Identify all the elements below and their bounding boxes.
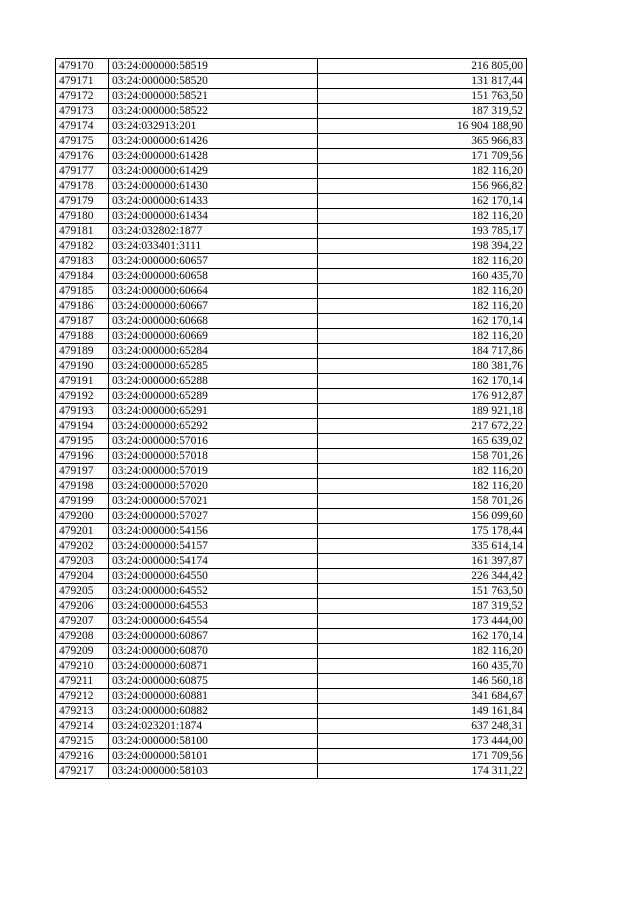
cadastral-number-cell: 03:24:000000:58100 <box>109 734 318 749</box>
table-row <box>56 404 527 419</box>
table-row <box>56 554 527 569</box>
row-number-cell: 479195 <box>56 434 109 449</box>
cadastral-number-cell: 03:24:000000:60667 <box>109 299 318 314</box>
cadastral-value-cell: 151 763,50 <box>318 584 527 599</box>
cadastral-value-cell: 180 381,76 <box>318 359 527 374</box>
table-row <box>56 134 527 149</box>
cadastral-value-cell: 365 966,83 <box>318 134 527 149</box>
table-row <box>56 524 527 539</box>
cadastral-number-cell: 03:24:000000:60867 <box>109 629 318 644</box>
table-row <box>56 209 527 224</box>
row-number-cell: 479173 <box>56 104 109 119</box>
cadastral-value-cell: 182 116,20 <box>318 464 527 479</box>
row-number-cell: 479189 <box>56 344 109 359</box>
table-row <box>56 74 527 89</box>
table-row <box>56 314 527 329</box>
table-row <box>56 614 527 629</box>
cadastral-value-cell: 226 344,42 <box>318 569 527 584</box>
cadastral-number-cell: 03:24:000000:60875 <box>109 674 318 689</box>
table-row <box>56 704 527 719</box>
table-row <box>56 644 527 659</box>
table-row <box>56 599 527 614</box>
table-row <box>56 179 527 194</box>
row-number-cell: 479190 <box>56 359 109 374</box>
cadastral-value-cell: 187 319,52 <box>318 104 527 119</box>
cadastral-number-cell: 03:24:000000:58103 <box>109 764 318 779</box>
row-number-cell: 479206 <box>56 599 109 614</box>
table-row <box>56 284 527 299</box>
cadastral-number-cell: 03:24:000000:54156 <box>109 524 318 539</box>
row-number-cell: 479175 <box>56 134 109 149</box>
table-row <box>56 269 527 284</box>
row-number-cell: 479212 <box>56 689 109 704</box>
cadastral-value-cell: 198 394,22 <box>318 239 527 254</box>
row-number-cell: 479202 <box>56 539 109 554</box>
row-number-cell: 479178 <box>56 179 109 194</box>
table-row <box>56 719 527 734</box>
table-row <box>56 374 527 389</box>
cadastral-number-cell: 03:24:000000:54174 <box>109 554 318 569</box>
row-number-cell: 479170 <box>56 59 109 74</box>
cadastral-value-cell: 160 435,70 <box>318 659 527 674</box>
cadastral-value-cell: 335 614,14 <box>318 539 527 554</box>
cadastral-number-cell: 03:24:000000:65288 <box>109 374 318 389</box>
row-number-cell: 479188 <box>56 329 109 344</box>
row-number-cell: 479197 <box>56 464 109 479</box>
cadastral-value-cell: 165 639,02 <box>318 434 527 449</box>
cadastral-value-cell: 162 170,14 <box>318 314 527 329</box>
row-number-cell: 479217 <box>56 764 109 779</box>
cadastral-number-cell: 03:24:000000:65285 <box>109 359 318 374</box>
table-row <box>56 494 527 509</box>
cadastral-number-cell: 03:24:000000:60658 <box>109 269 318 284</box>
row-number-cell: 479205 <box>56 584 109 599</box>
row-number-cell: 479198 <box>56 479 109 494</box>
cadastral-value-cell: 193 785,17 <box>318 224 527 239</box>
cadastral-value-cell: 174 311,22 <box>318 764 527 779</box>
row-number-cell: 479187 <box>56 314 109 329</box>
cadastral-number-cell: 03:24:000000:61434 <box>109 209 318 224</box>
table-body <box>56 59 527 779</box>
row-number-cell: 479177 <box>56 164 109 179</box>
table-row <box>56 344 527 359</box>
row-number-cell: 479191 <box>56 374 109 389</box>
row-number-cell: 479182 <box>56 239 109 254</box>
row-number-cell: 479180 <box>56 209 109 224</box>
table-row <box>56 734 527 749</box>
cadastral-value-cell: 162 170,14 <box>318 374 527 389</box>
table-row <box>56 59 527 74</box>
cadastral-number-cell: 03:24:000000:58101 <box>109 749 318 764</box>
cadastral-value-cell: 187 319,52 <box>318 599 527 614</box>
row-number-cell: 479200 <box>56 509 109 524</box>
cadastral-number-cell: 03:24:000000:61430 <box>109 179 318 194</box>
table-row <box>56 479 527 494</box>
table-row <box>56 749 527 764</box>
table-row <box>56 89 527 104</box>
cadastral-value-cell: 182 116,20 <box>318 329 527 344</box>
cadastral-number-cell: 03:24:000000:61433 <box>109 194 318 209</box>
cadastral-value-cell: 162 170,14 <box>318 194 527 209</box>
cadastral-value-table <box>55 58 527 779</box>
cadastral-value-cell: 156 099,60 <box>318 509 527 524</box>
cadastral-number-cell: 03:24:000000:64553 <box>109 599 318 614</box>
cadastral-number-cell: 03:24:000000:54157 <box>109 539 318 554</box>
cadastral-value-cell: 182 116,20 <box>318 164 527 179</box>
row-number-cell: 479199 <box>56 494 109 509</box>
cadastral-value-cell: 151 763,50 <box>318 89 527 104</box>
table-row <box>56 104 527 119</box>
document-page <box>55 58 526 779</box>
table-row <box>56 509 527 524</box>
row-number-cell: 479183 <box>56 254 109 269</box>
table-row <box>56 539 527 554</box>
cadastral-value-cell: 184 717,86 <box>318 344 527 359</box>
cadastral-number-cell: 03:24:000000:60664 <box>109 284 318 299</box>
row-number-cell: 479215 <box>56 734 109 749</box>
table-row <box>56 359 527 374</box>
row-number-cell: 479210 <box>56 659 109 674</box>
cadastral-value-cell: 217 672,22 <box>318 419 527 434</box>
cadastral-number-cell: 03:24:000000:58519 <box>109 59 318 74</box>
cadastral-number-cell: 03:24:023201:1874 <box>109 719 318 734</box>
cadastral-number-cell: 03:24:000000:65292 <box>109 419 318 434</box>
table-row <box>56 119 527 134</box>
table-row <box>56 149 527 164</box>
table-row <box>56 449 527 464</box>
cadastral-number-cell: 03:24:000000:60870 <box>109 644 318 659</box>
table-row <box>56 689 527 704</box>
cadastral-number-cell: 03:24:032802:1877 <box>109 224 318 239</box>
cadastral-value-cell: 182 116,20 <box>318 644 527 659</box>
cadastral-value-cell: 182 116,20 <box>318 254 527 269</box>
cadastral-value-cell: 175 178,44 <box>318 524 527 539</box>
cadastral-number-cell: 03:24:000000:57016 <box>109 434 318 449</box>
row-number-cell: 479207 <box>56 614 109 629</box>
cadastral-value-cell: 158 701,26 <box>318 449 527 464</box>
cadastral-number-cell: 03:24:000000:65284 <box>109 344 318 359</box>
cadastral-value-cell: 156 966,82 <box>318 179 527 194</box>
cadastral-number-cell: 03:24:000000:60668 <box>109 314 318 329</box>
cadastral-number-cell: 03:24:000000:57018 <box>109 449 318 464</box>
row-number-cell: 479203 <box>56 554 109 569</box>
cadastral-number-cell: 03:24:000000:64552 <box>109 584 318 599</box>
row-number-cell: 479214 <box>56 719 109 734</box>
row-number-cell: 479181 <box>56 224 109 239</box>
row-number-cell: 479172 <box>56 89 109 104</box>
cadastral-value-cell: 182 116,20 <box>318 299 527 314</box>
row-number-cell: 479201 <box>56 524 109 539</box>
table-row <box>56 434 527 449</box>
cadastral-number-cell: 03:24:000000:60657 <box>109 254 318 269</box>
row-number-cell: 479208 <box>56 629 109 644</box>
row-number-cell: 479174 <box>56 119 109 134</box>
table-row <box>56 224 527 239</box>
row-number-cell: 479186 <box>56 299 109 314</box>
cadastral-number-cell: 03:24:000000:61426 <box>109 134 318 149</box>
cadastral-number-cell: 03:24:000000:57027 <box>109 509 318 524</box>
table-row <box>56 569 527 584</box>
cadastral-number-cell: 03:24:000000:64554 <box>109 614 318 629</box>
row-number-cell: 479176 <box>56 149 109 164</box>
cadastral-number-cell: 03:24:000000:60881 <box>109 689 318 704</box>
cadastral-number-cell: 03:24:033401:3111 <box>109 239 318 254</box>
cadastral-value-cell: 162 170,14 <box>318 629 527 644</box>
cadastral-number-cell: 03:24:000000:64550 <box>109 569 318 584</box>
cadastral-value-cell: 182 116,20 <box>318 479 527 494</box>
row-number-cell: 479196 <box>56 449 109 464</box>
table-row <box>56 164 527 179</box>
table-row <box>56 629 527 644</box>
cadastral-number-cell: 03:24:000000:57020 <box>109 479 318 494</box>
cadastral-value-cell: 131 817,44 <box>318 74 527 89</box>
row-number-cell: 479192 <box>56 389 109 404</box>
cadastral-number-cell: 03:24:000000:57019 <box>109 464 318 479</box>
row-number-cell: 479171 <box>56 74 109 89</box>
table-row <box>56 389 527 404</box>
cadastral-value-cell: 176 912,87 <box>318 389 527 404</box>
cadastral-number-cell: 03:24:000000:65291 <box>109 404 318 419</box>
cadastral-value-cell: 216 805,00 <box>318 59 527 74</box>
table-row <box>56 329 527 344</box>
cadastral-number-cell: 03:24:000000:65289 <box>109 389 318 404</box>
table-row <box>56 659 527 674</box>
cadastral-number-cell: 03:24:000000:58521 <box>109 89 318 104</box>
table-row <box>56 254 527 269</box>
table-row <box>56 194 527 209</box>
row-number-cell: 479184 <box>56 269 109 284</box>
cadastral-number-cell: 03:24:000000:60669 <box>109 329 318 344</box>
cadastral-value-cell: 149 161,84 <box>318 704 527 719</box>
cadastral-value-cell: 182 116,20 <box>318 284 527 299</box>
table-row <box>56 239 527 254</box>
cadastral-value-cell: 182 116,20 <box>318 209 527 224</box>
row-number-cell: 479209 <box>56 644 109 659</box>
row-number-cell: 479194 <box>56 419 109 434</box>
table-row <box>56 674 527 689</box>
table-row <box>56 584 527 599</box>
cadastral-number-cell: 03:24:000000:61428 <box>109 149 318 164</box>
row-number-cell: 479211 <box>56 674 109 689</box>
table-row <box>56 764 527 779</box>
row-number-cell: 479204 <box>56 569 109 584</box>
cadastral-value-cell: 158 701,26 <box>318 494 527 509</box>
cadastral-value-cell: 146 560,18 <box>318 674 527 689</box>
cadastral-value-cell: 16 904 188,90 <box>318 119 527 134</box>
row-number-cell: 479185 <box>56 284 109 299</box>
cadastral-number-cell: 03:24:000000:58522 <box>109 104 318 119</box>
row-number-cell: 479193 <box>56 404 109 419</box>
cadastral-value-cell: 161 397,87 <box>318 554 527 569</box>
table-row <box>56 299 527 314</box>
cadastral-number-cell: 03:24:032913:201 <box>109 119 318 134</box>
row-number-cell: 479213 <box>56 704 109 719</box>
row-number-cell: 479179 <box>56 194 109 209</box>
cadastral-number-cell: 03:24:000000:58520 <box>109 74 318 89</box>
cadastral-number-cell: 03:24:000000:60882 <box>109 704 318 719</box>
table-row <box>56 419 527 434</box>
cadastral-value-cell: 637 248,31 <box>318 719 527 734</box>
table-row <box>56 464 527 479</box>
cadastral-value-cell: 171 709,56 <box>318 749 527 764</box>
cadastral-number-cell: 03:24:000000:61429 <box>109 164 318 179</box>
cadastral-number-cell: 03:24:000000:57021 <box>109 494 318 509</box>
cadastral-value-cell: 173 444,00 <box>318 614 527 629</box>
cadastral-value-cell: 160 435,70 <box>318 269 527 284</box>
cadastral-value-cell: 171 709,56 <box>318 149 527 164</box>
cadastral-value-cell: 173 444,00 <box>318 734 527 749</box>
cadastral-number-cell: 03:24:000000:60871 <box>109 659 318 674</box>
row-number-cell: 479216 <box>56 749 109 764</box>
cadastral-value-cell: 189 921,18 <box>318 404 527 419</box>
cadastral-value-cell: 341 684,67 <box>318 689 527 704</box>
